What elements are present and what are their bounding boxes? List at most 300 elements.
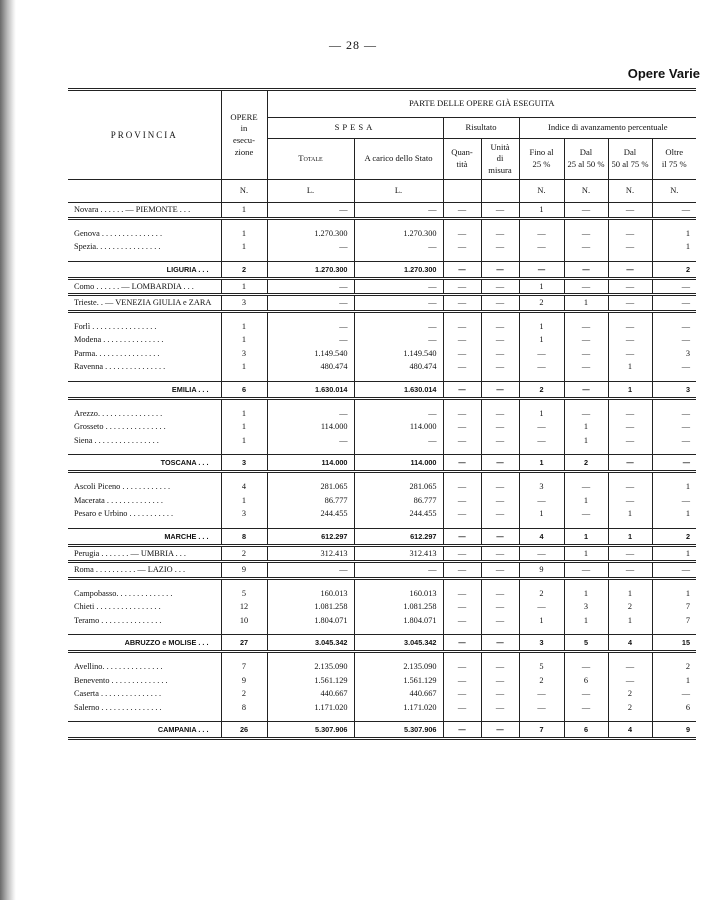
fino-25-cell: — [519, 600, 564, 614]
spacer-cell [443, 311, 481, 320]
quantita-cell: — [443, 701, 481, 715]
dal-25-cell: — [564, 347, 608, 361]
spacer-cell [608, 627, 652, 635]
spacer-cell [354, 521, 443, 529]
fino-25-cell: 1 [519, 333, 564, 347]
spacer-cell [443, 652, 481, 661]
totale-cell: 1.270.300 [267, 261, 354, 278]
fino-25-cell: — [519, 360, 564, 374]
quantita-cell: — [443, 562, 481, 579]
opere-cell: 1 [221, 494, 267, 508]
fino-25-cell: 4 [519, 528, 564, 545]
oltre-75-cell: 6 [685, 702, 691, 712]
spacer-cell [354, 311, 443, 320]
dal-25-cell: — [564, 701, 608, 715]
fino-25-cell: — [519, 545, 564, 562]
oltre-75-cell: — [681, 321, 691, 331]
spacer-row [68, 374, 696, 382]
opere-cell: 1 [221, 278, 267, 295]
opere-cell: 1 [221, 407, 267, 421]
spacer-cell [267, 398, 354, 407]
province-row [68, 360, 696, 374]
spacer-row [68, 472, 696, 481]
opere-cell: 1 [221, 420, 267, 434]
spacer-cell [564, 218, 608, 227]
unita-cell: — [481, 434, 519, 448]
carico-stato-cell: 244.455 [354, 507, 443, 521]
oltre-75-cell: — [652, 455, 696, 472]
dal-50-cell: — [608, 278, 652, 295]
province-row [68, 240, 696, 254]
single-province-row [68, 203, 696, 219]
spacer-cell [221, 652, 267, 661]
quantita-cell: — [443, 261, 481, 278]
unita-cell: — [481, 240, 519, 254]
totale-cell: 1.270.300 [267, 227, 354, 241]
oltre-75-cell: — [681, 362, 691, 372]
opere-line-2: in [240, 123, 248, 134]
spacer-row [68, 578, 696, 587]
spacer-cell [652, 627, 696, 635]
carico-stato-cell: — [354, 278, 443, 295]
spacer-row [68, 652, 696, 661]
dal-50-cell: — [608, 455, 652, 472]
spacer-cell [652, 218, 696, 227]
column-header-oltre-75 [652, 139, 696, 180]
spacer-cell [481, 578, 519, 587]
spacer-cell [481, 472, 519, 481]
unita-cell: — [481, 480, 519, 494]
province-row [68, 494, 696, 508]
totale-cell: 5.307.906 [267, 722, 354, 739]
fino-25-cell: 3 [519, 480, 564, 494]
unita-cell: — [481, 360, 519, 374]
province-row [68, 320, 696, 334]
unita-cell: — [481, 674, 519, 688]
spacer-cell [519, 398, 564, 407]
spacer-row [68, 311, 696, 320]
carico-stato-cell: 612.297 [354, 528, 443, 545]
carico-stato-cell: 1.561.129 [354, 674, 443, 688]
oltre-75-cell: 1 [685, 482, 691, 492]
spacer-cell [443, 714, 481, 722]
spacer-cell [267, 714, 354, 722]
fino-25-cell: — [519, 434, 564, 448]
unita-cell: — [481, 295, 519, 312]
opere-line-1: OPERE [230, 111, 258, 122]
spacer-cell [221, 311, 267, 320]
column-header-quantita [443, 139, 481, 180]
dal-25-cell: 3 [564, 600, 608, 614]
unit-cell-n: N. [519, 180, 564, 203]
unita-cell: — [481, 614, 519, 628]
spacer-cell [519, 374, 564, 382]
totale-cell: 1.171.020 [267, 701, 354, 715]
column-header-spesa: SPESA [267, 118, 443, 139]
dal-25-cell: 1 [564, 545, 608, 562]
opere-cell: 27 [221, 635, 267, 652]
spacer-cell [267, 578, 354, 587]
opere-cell: 1 [221, 203, 267, 219]
unita-cell: — [481, 701, 519, 715]
spacer-cell [267, 521, 354, 529]
spacer-cell [221, 254, 267, 262]
provincia-cell: Perugia . . . . . . . — UMBRIA . . . [68, 545, 221, 562]
column-header-provincia: PROVINCIA [68, 90, 221, 180]
provincia-cell: Ravenna . . . . . . . . . . . . . . . [68, 360, 221, 374]
spacer-cell [481, 714, 519, 722]
dal-50-cell: — [608, 261, 652, 278]
oltre-75-cell: 1 [685, 242, 691, 252]
oltre-75-cell: — [652, 295, 696, 312]
unita-cell: — [481, 420, 519, 434]
spacer-cell [354, 627, 443, 635]
provincia-cell: Pesaro e Urbino . . . . . . . . . . . [68, 507, 221, 521]
spacer-cell [221, 627, 267, 635]
dal-50-cell: 4 [608, 722, 652, 739]
totale-cell: 3.045.342 [267, 635, 354, 652]
dal-50-cell: — [608, 480, 652, 494]
carico-stato-cell: — [354, 434, 443, 448]
totale-cell: 312.413 [267, 545, 354, 562]
spacer-row [68, 521, 696, 529]
spacer-cell [354, 254, 443, 262]
spacer-cell [481, 652, 519, 661]
opere-cell: 7 [221, 660, 267, 674]
oltre-75-cell: 7 [685, 615, 691, 625]
totale-cell: 1.561.129 [267, 674, 354, 688]
spacer-cell [267, 447, 354, 455]
single-province-row [68, 278, 696, 295]
carico-stato-cell: — [354, 240, 443, 254]
spacer-cell [267, 472, 354, 481]
provincia-cell: Arezzo. . . . . . . . . . . . . . . . [68, 407, 221, 421]
spacer-cell [443, 521, 481, 529]
unita-cell: — [481, 600, 519, 614]
unita-cell: — [481, 507, 519, 521]
quantita-cell: — [443, 494, 481, 508]
spacer-cell [267, 311, 354, 320]
oltre-75-cell: 15 [652, 635, 696, 652]
dal-25-cell: 1 [564, 614, 608, 628]
totale-cell: — [267, 295, 354, 312]
quantita-line-2: tità [456, 159, 468, 169]
spacer-cell [652, 398, 696, 407]
spacer-cell [443, 398, 481, 407]
spacer-row [68, 627, 696, 635]
column-header-carico: A carico dello Stato [354, 139, 443, 180]
spacer-cell [652, 714, 696, 722]
oltre-line-1: Oltre [665, 147, 684, 158]
provincia-cell: Roma . . . . . . . . . . — LAZIO . . . [68, 562, 221, 579]
provincia-cell: Benevento . . . . . . . . . . . . . . [68, 674, 221, 688]
region-total-row [68, 528, 696, 545]
dal-50-cell: — [608, 434, 652, 448]
province-row [68, 674, 696, 688]
carico-stato-cell: — [354, 562, 443, 579]
fino-25-cell: 1 [519, 507, 564, 521]
quantita-cell: — [443, 240, 481, 254]
dal-50-cell: — [608, 320, 652, 334]
provincia-cell: Forlì . . . . . . . . . . . . . . . . [68, 320, 221, 334]
dal-50-cell: — [608, 545, 652, 562]
spacer-cell [519, 578, 564, 587]
spacer-cell [481, 447, 519, 455]
opere-cell: 8 [221, 528, 267, 545]
spacer-cell [608, 652, 652, 661]
dal-25-cell: 1 [564, 420, 608, 434]
region-total-row [68, 635, 696, 652]
fino-25-cell: 1 [519, 203, 564, 219]
spacer-cell [608, 578, 652, 587]
spacer-cell [354, 714, 443, 722]
quantita-cell: — [443, 320, 481, 334]
quantita-cell: — [443, 347, 481, 361]
carico-stato-cell: 312.413 [354, 545, 443, 562]
provincia-cell: EMILIA . . . [68, 381, 221, 398]
statistics-table [68, 88, 696, 740]
spacer-cell [481, 627, 519, 635]
dal-50-cell: 2 [608, 701, 652, 715]
fino-25-cell: — [519, 227, 564, 241]
quantita-cell: — [443, 480, 481, 494]
dal50-line-1: Dal [623, 147, 637, 158]
spacer-cell [354, 447, 443, 455]
province-row [68, 587, 696, 601]
column-header-dal-25 [564, 139, 608, 180]
totale-cell: 2.135.090 [267, 660, 354, 674]
fino-25-cell: — [519, 420, 564, 434]
fino-25-cell: — [519, 687, 564, 701]
spacer-cell [267, 254, 354, 262]
spacer-cell [564, 714, 608, 722]
region-total-row [68, 261, 696, 278]
province-row [68, 660, 696, 674]
spacer-cell [564, 447, 608, 455]
carico-stato-cell: 160.013 [354, 587, 443, 601]
spacer-cell [68, 521, 221, 529]
oltre-75-cell: 2 [652, 261, 696, 278]
unita-line-2: di [496, 153, 504, 164]
dal-25-cell: 1 [564, 434, 608, 448]
oltre-line-2: il 75 % [661, 159, 687, 169]
spacer-cell [519, 627, 564, 635]
column-header-fino-25 [519, 139, 564, 180]
unita-cell: — [481, 278, 519, 295]
dal-50-cell: 1 [608, 360, 652, 374]
spacer-cell [443, 627, 481, 635]
spacer-cell [267, 374, 354, 382]
spacer-cell [564, 627, 608, 635]
fino-25-cell: 3 [519, 635, 564, 652]
dal-25-cell: — [564, 660, 608, 674]
oltre-75-cell: 1 [652, 545, 696, 562]
column-header-totale: Totale [267, 139, 354, 180]
spacer-cell [68, 311, 221, 320]
spacer-cell [519, 714, 564, 722]
dal-25-cell: 6 [564, 674, 608, 688]
opere-cell: 1 [221, 320, 267, 334]
unit-cell-blank [68, 180, 221, 203]
totale-cell: — [267, 562, 354, 579]
unita-cell: — [481, 320, 519, 334]
provincia-cell: Parma. . . . . . . . . . . . . . . . [68, 347, 221, 361]
oltre-75-cell: 3 [652, 381, 696, 398]
totale-cell: — [267, 278, 354, 295]
totale-cell: 114.000 [267, 455, 354, 472]
spacer-cell [443, 374, 481, 382]
spacer-cell [221, 374, 267, 382]
carico-stato-cell: 5.307.906 [354, 722, 443, 739]
spacer-row [68, 398, 696, 407]
spacer-row [68, 218, 696, 227]
quantita-cell: — [443, 660, 481, 674]
province-row [68, 507, 696, 521]
opere-line-3: esecu- [233, 135, 255, 145]
carico-stato-cell: 1.081.258 [354, 600, 443, 614]
spacer-cell [608, 521, 652, 529]
province-row [68, 701, 696, 715]
unita-cell: — [481, 407, 519, 421]
fino-25-cell: 1 [519, 278, 564, 295]
carico-stato-cell: 1.270.300 [354, 227, 443, 241]
totale-cell: 612.297 [267, 528, 354, 545]
carico-stato-cell: — [354, 407, 443, 421]
spacer-cell [68, 218, 221, 227]
column-header-opere [221, 90, 267, 180]
oltre-75-cell: — [681, 495, 691, 505]
dal-50-cell: — [608, 347, 652, 361]
spacer-cell [652, 374, 696, 382]
spacer-cell [354, 652, 443, 661]
dal-25-cell: 1 [564, 494, 608, 508]
opere-cell: 4 [221, 480, 267, 494]
spacer-cell [354, 374, 443, 382]
spacer-cell [221, 578, 267, 587]
opere-cell: 3 [221, 455, 267, 472]
unita-cell: — [481, 494, 519, 508]
spacer-cell [481, 254, 519, 262]
fino-line-1: Fino al [529, 147, 554, 158]
province-row [68, 600, 696, 614]
province-row [68, 407, 696, 421]
spacer-cell [221, 447, 267, 455]
dal25-line-1: Dal [579, 147, 593, 158]
oltre-75-cell: 1 [685, 588, 691, 598]
unita-cell: — [481, 687, 519, 701]
dal25-line-2: 25 al 50 % [567, 159, 605, 169]
fino-25-cell: 5 [519, 660, 564, 674]
carico-stato-cell: 1.804.071 [354, 614, 443, 628]
quantita-cell: — [443, 528, 481, 545]
column-header-unita [481, 139, 519, 180]
provincia-cell: Genova . . . . . . . . . . . . . . . [68, 227, 221, 241]
spacer-cell [564, 472, 608, 481]
spacer-cell [519, 311, 564, 320]
spacer-cell [221, 398, 267, 407]
unita-cell: — [481, 203, 519, 219]
unit-cell-n: N. [608, 180, 652, 203]
spacer-cell [443, 472, 481, 481]
spacer-cell [221, 218, 267, 227]
oltre-75-cell: — [681, 689, 691, 699]
quantita-cell: — [443, 203, 481, 219]
unit-cell-n: N. [221, 180, 267, 203]
section-title: Opere Varie [627, 66, 700, 81]
unit-cell-n: N. [564, 180, 608, 203]
unit-cell-l: L. [267, 180, 354, 203]
spacer-cell [564, 521, 608, 529]
dal-25-cell: 6 [564, 722, 608, 739]
spacer-cell [481, 521, 519, 529]
dal-50-cell: — [608, 420, 652, 434]
dal-50-cell: 2 [608, 600, 652, 614]
spacer-cell [608, 254, 652, 262]
unita-cell: — [481, 545, 519, 562]
dal-50-cell: 1 [608, 507, 652, 521]
spacer-cell [221, 472, 267, 481]
spacer-cell [519, 218, 564, 227]
dal-50-cell: — [608, 295, 652, 312]
province-row [68, 687, 696, 701]
opere-line-4: zione [234, 146, 254, 157]
totale-cell: 281.065 [267, 480, 354, 494]
oltre-75-cell: — [652, 203, 696, 219]
oltre-75-cell: 1 [685, 509, 691, 519]
provincia-cell: Spezia. . . . . . . . . . . . . . . . [68, 240, 221, 254]
spacer-cell [608, 714, 652, 722]
dal-50-cell: — [608, 407, 652, 421]
dal-50-cell: 2 [608, 687, 652, 701]
unita-cell: — [481, 347, 519, 361]
dal-50-cell: 1 [608, 381, 652, 398]
unita-line-3: misura [488, 164, 512, 175]
spacer-cell [608, 447, 652, 455]
spacer-cell [564, 311, 608, 320]
spacer-row [68, 447, 696, 455]
spacer-cell [443, 447, 481, 455]
quantita-cell: — [443, 455, 481, 472]
dal50-line-2: 50 al 75 % [611, 159, 649, 169]
spacer-cell [519, 254, 564, 262]
spacer-cell [354, 398, 443, 407]
quantita-cell: — [443, 507, 481, 521]
fino-25-cell: — [519, 494, 564, 508]
fino-25-cell: 1 [519, 455, 564, 472]
oltre-75-cell: — [681, 422, 691, 432]
unita-cell: — [481, 722, 519, 739]
carico-stato-cell: 281.065 [354, 480, 443, 494]
unita-cell: — [481, 381, 519, 398]
opere-cell: 26 [221, 722, 267, 739]
scan-edge [0, 0, 16, 900]
dal-25-cell: 5 [564, 635, 608, 652]
dal-25-cell: — [564, 240, 608, 254]
spacer-cell [519, 447, 564, 455]
spacer-cell [68, 472, 221, 481]
totale-cell: — [267, 320, 354, 334]
quantita-cell: — [443, 360, 481, 374]
totale-cell: 440.667 [267, 687, 354, 701]
spacer-cell [267, 627, 354, 635]
dal-25-cell: — [564, 278, 608, 295]
dal-25-cell: 1 [564, 295, 608, 312]
spacer-cell [608, 374, 652, 382]
spacer-cell [68, 254, 221, 262]
oltre-75-cell: 9 [652, 722, 696, 739]
carico-stato-cell: 1.270.300 [354, 261, 443, 278]
province-row [68, 434, 696, 448]
